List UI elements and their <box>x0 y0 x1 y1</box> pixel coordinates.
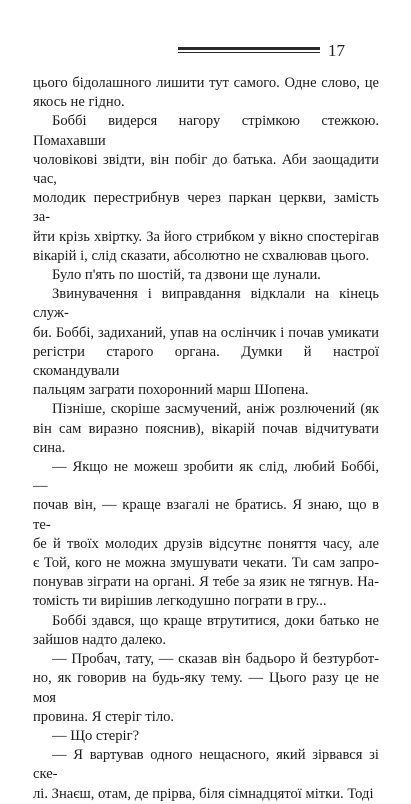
text-line: молодик перестрибнув через паркан церкви, замість за- <box>33 190 379 226</box>
text-line: — Що стеріг? <box>52 727 140 744</box>
paragraph-p4 <box>33 285 379 400</box>
paragraph-p5 <box>33 400 379 458</box>
text-line: Пізніше, скоріше засмучений, аніж розлючений (як <box>52 401 379 418</box>
text-line: Звинувачення і виправдання відклали на кінець служ- <box>33 286 379 322</box>
text-line: — Я вартував одного нещасного, який зірвався зі ске- <box>33 747 379 783</box>
paragraph-p8 <box>33 650 379 727</box>
text-line: сина. <box>33 439 66 456</box>
text-line: Боббі видерся нагору стрімкою стежкою. Помахавши <box>33 113 379 149</box>
text-line: бе й твоїх молодих друзів відсутнє поняття часу, але <box>33 535 379 552</box>
text-line: чоловікові звідти, він побіг до батька. Аби заощадити час, <box>33 151 379 188</box>
header-rule-thin <box>178 52 320 53</box>
text-line: зайшов надто далеко. <box>33 631 167 648</box>
paragraph-p1 <box>33 74 379 112</box>
paragraph-p3 <box>33 266 379 285</box>
text-line: понував зіграти на органі. Я тебе за язик не тягнув. На- <box>33 574 379 591</box>
running-header <box>178 41 378 63</box>
paragraph-p7 <box>33 612 379 650</box>
text-line: провина. Я стеріг тіло. <box>33 708 175 725</box>
text-line: лі. Знаєш, отам, де прірва, біля сімнадцятої мітки. Тоді <box>33 785 374 802</box>
text-line: — Пробач, тату, — сказав він бадьоро й безтурбот- <box>52 651 379 668</box>
text-line: цього бідолашного лишити тут самого. Одне слово, це <box>33 75 379 91</box>
text-line: Боббі здався, що краще втрутитися, доки батько не <box>52 612 379 629</box>
text-line: регістри старого органа. Думки й настрої скомандували <box>33 343 379 380</box>
text-line: пальцям заграти похоронний марш Шопена. <box>33 382 309 399</box>
text-line: но, як говорив на будь-яку тему. — Цього разу це не моя <box>33 670 379 706</box>
text-line: йти крізь хвіртку. За його стрибком у вікно спостерігав <box>33 228 379 245</box>
text-line: Було п'ять по шостій, та дзвони ще лунали. <box>52 267 321 284</box>
text-line: він сам виразно пояснив), вікарій почав відчитувати <box>33 420 379 437</box>
paragraph-p9 <box>33 727 379 746</box>
text-line: є Той, кого не можна змушувати чекати. Ти сам запро- <box>33 555 379 572</box>
body-text <box>33 74 379 804</box>
text-line: томість ти вирішив легкодушно пограти в гру... <box>33 593 327 610</box>
text-line: — Якщо не можеш зробити як слід, любий Боббі, — <box>33 459 379 495</box>
paragraph-p2 <box>33 112 379 266</box>
header-rule-thick <box>178 47 320 50</box>
text-line: вікарій і, слід сказати, абсолютно не схвалював цього. <box>33 247 370 264</box>
text-line: якось не гідно. <box>33 94 125 111</box>
page-number: 17 <box>328 41 345 60</box>
text-line: би. Боббі, задиханий, упав на ослінчик і почав умикати <box>33 324 379 341</box>
text-line: почав він, — краще взагалі не братись. Я знаю, що в те- <box>33 497 379 533</box>
paragraph-p6 <box>33 458 379 612</box>
paragraph-p10 <box>33 746 379 804</box>
